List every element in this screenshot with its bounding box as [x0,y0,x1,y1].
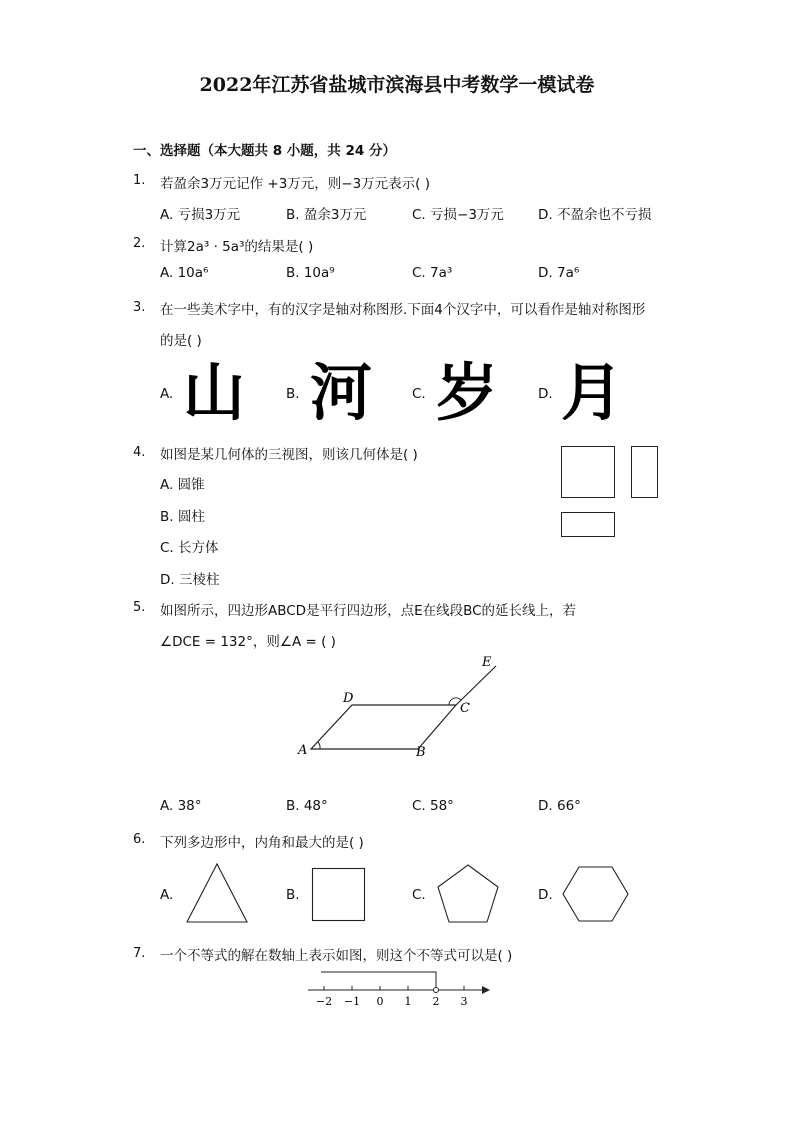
q7-solution-bracket [321,972,436,987]
q4-option-b: B. 圆柱 [160,509,205,525]
q2-number: 2. [133,236,146,251]
q4-text: 如图是某几何体的三视图，则该几何体是( ) [160,447,418,463]
q3-label-a: A. [160,386,174,402]
q5-option-c: C. 58° [412,798,454,814]
q1-option-b: B. 盈余3万元 [286,207,367,223]
q6-label-c: C. [412,887,426,903]
q7-tick-label: 2 [432,995,440,1008]
q3-char-sui: 岁 [436,356,499,429]
q5-point-e: E [482,655,492,670]
q1-option-a: A. 亏损3万元 [160,207,241,223]
q5-option-d: D. 66° [538,798,581,814]
page-title: 2022年江苏省盐城市滨海县中考数学一模试卷 [199,74,595,96]
q5-point-a: A [298,743,308,758]
q3-number: 3. [133,300,146,315]
q5-point-c: C [460,701,470,716]
q6-label-b: B. [286,887,300,903]
q5-text-line2: ∠DCE = 132°，则∠A = ( ) [160,634,336,650]
q3-label-c: C. [412,386,426,402]
q5-number: 5. [133,600,146,615]
q7-tick-label: 3 [460,995,468,1008]
q7-tick-label: −2 [315,995,333,1008]
q4-option-a: A. 圆锥 [160,477,205,493]
q5-option-a: A. 38° [160,798,202,814]
q7-number: 7. [133,946,146,961]
q2-option-c: C. 7a³ [412,265,453,281]
q3-char-yue: 月 [561,356,624,429]
q3-text-line2: 的是( ) [160,333,202,349]
q4-option-d: D. 三棱柱 [160,572,220,588]
q7-tick-marks [324,986,464,990]
q5-text-line1: 如图所示，四边形ABCD是平行四边形，点E在线段BC的延长线上，若 [160,603,577,619]
q1-text: 若盈余3万元记作 +3万元，则−3万元表示( ) [160,176,431,192]
q4-option-c: C. 长方体 [160,540,219,556]
q5-point-b: B [416,745,426,760]
q3-char-shan: 山 [183,356,246,429]
q6-label-a: A. [160,887,174,903]
q1-option-d: D. 不盈余也不亏损 [538,207,652,223]
q5-point-d: D [343,691,354,706]
q2-option-b: B. 10a⁹ [286,265,335,281]
q6-text: 下列多边形中，内角和最大的是( ) [160,835,364,851]
q3-char-he: 河 [310,356,373,429]
q7-tick-label: −1 [343,995,361,1008]
q1-option-c: C. 亏损−3万元 [412,207,504,223]
q3-label-d: D. [538,386,553,402]
q7-axis-arrow [482,986,490,994]
q2-option-a: A. 10a⁶ [160,265,209,281]
q4-number: 4. [133,445,146,460]
section-heading: 一、选择题（本大题共 8 小题，共 24 分） [133,143,396,159]
q7-tick-label: 1 [404,995,412,1008]
q3-text-line1: 在一些美术字中，有的汉字是轴对称图形.下面4个汉字中，可以看作是轴对称图形 [160,302,646,318]
q6-number: 6. [133,832,146,847]
q3-label-b: B. [286,386,300,402]
q2-text: 计算2a³ · 5a³的结果是( ) [160,239,314,255]
q6-label-d: D. [538,887,553,903]
q1-number: 1. [133,173,146,188]
q2-option-d: D. 7a⁶ [538,265,580,281]
q5-option-b: B. 48° [286,798,328,814]
q7-open-circle [434,988,439,993]
q7-text: 一个不等式的解在数轴上表示如图，则这个不等式可以是( ) [160,948,513,964]
q7-tick-label: 0 [376,995,384,1008]
